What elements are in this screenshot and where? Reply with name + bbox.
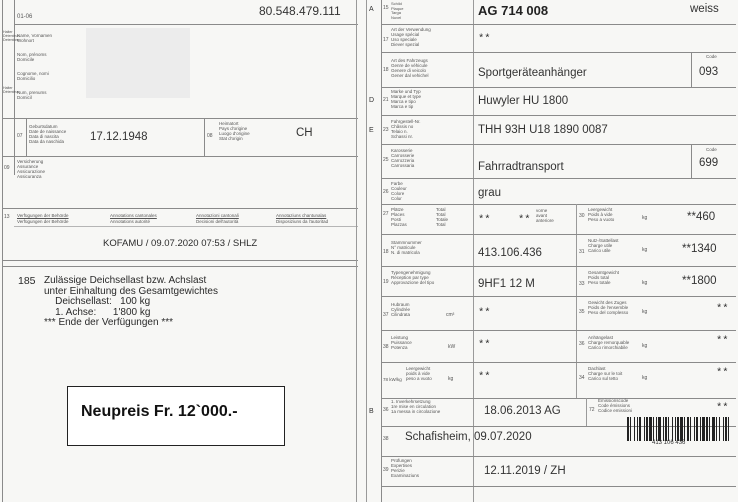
payload-label: Nutz-/Sattellast Charge utile Carico utile [588,238,619,253]
payload-unit: kg [642,247,648,253]
row-17-number: 17 [383,37,389,43]
barcode-bar [719,417,720,441]
barcode-bar [702,417,705,441]
barcode-bar [663,417,664,441]
row-25-number: 25 [383,157,389,163]
barcode-bar [680,417,683,441]
authority-header-it-2: Decisioni dell'autorità [196,219,239,224]
color-top: weiss [690,3,719,15]
authority-header-it: Annotazioni cantonali [196,213,239,218]
towing-label: Anhängelast Charge remorquable Carico rimorchiabile [588,335,630,350]
barcode-bar [656,417,657,441]
empty-weight-unit: kg [642,215,648,221]
annotation-text: Zulässige Deichsellast bzw. Achslast unter Einhaltung des Gesamtgewichtes Deichsellast: 100 kg 1. Achse: 1'800 kg *** Ende der Verfügungen *** [44,275,218,328]
barcode [627,417,730,441]
barcode-bar [677,417,679,441]
total-weight-value: **1800 [682,275,717,287]
row-72-number: 72 [589,407,595,413]
barcode-bar [630,417,631,441]
barcode-bar [644,417,645,441]
kofamu-stamp: KOFAMU / 09.07.2020 07:53 / SHLZ [103,238,258,249]
row-36b-number: 36 [383,407,389,413]
authority-header-fr-2: Annotations autorité [110,219,151,224]
seats-value: ** [478,214,491,226]
authority-header-de-2: Verfügungen der Behörde [17,219,69,224]
row-39-number: 39 [383,467,389,473]
body-code: 699 [699,157,719,169]
vehicle-type-value: Sportgeräteanhänger [478,67,587,79]
name-label-it: Cognome, nomi Domicilio [17,71,49,81]
right-page [366,0,738,502]
authority-header-rm-2: Disposiziuns da l'autoritad [276,219,329,224]
towing-unit: kg [642,343,648,349]
body-code-label: Code [706,147,717,152]
power-unit: kW [448,344,456,350]
row-a-letter: A [369,6,374,13]
seats-total-label: Total Total Totale Total [436,207,449,227]
barcode-bar [637,417,638,441]
row-36-number: 36 [579,341,585,347]
barcode-bar [639,417,641,441]
plate-label: Schild Plaque Targa Nuvel [391,1,404,20]
row-19-number: 19 [383,279,389,285]
row-37-number: 37 [383,312,389,318]
barcode-bar [709,417,710,441]
birth-date-label: Geburtsdatum Date de naissance Data di nascita Data da naschida [29,124,67,144]
power-value: ** [478,339,491,351]
brand-value: Huwyler HU 1800 [478,95,569,107]
barcode-bar [706,417,708,441]
barcode-bar [665,417,667,441]
vehicle-type-code-label: Code [706,54,717,59]
body-value: Fahrradtransport [478,161,564,173]
barcode-bar [687,417,689,441]
barcode-bar [653,417,654,441]
top-code: 01-06 [17,14,33,20]
barcode-bar [723,417,724,441]
brand-label: Marke und Typ Marque et type Marca e tipo Marca e tip [391,89,422,109]
inspection-value: 12.11.2019 / ZH [484,465,566,477]
row-08-number: 08 [207,133,213,139]
row-27-number: 27 [383,211,389,217]
row-30-number: 30 [579,213,585,219]
birth-date-value: 17.12.1948 [90,131,148,143]
holder-side-label: Halter Détenteur Detentore [3,30,19,42]
front-seats-value: ** [518,214,531,226]
row-31-number: 31 [579,249,585,255]
train-weight-label: Gewicht des Zuges Poids de l'ensemble Peso del complesso [588,300,629,315]
row-e-letter: E [369,127,374,134]
power-weight-label: Leergewicht poids à vide peso a vuoto [406,366,432,381]
row-33-number: 33 [579,281,585,287]
power-weight-unit: kg [448,376,454,382]
new-price-box [67,386,285,446]
row-18-number: 18 [383,67,389,73]
row-b-letter: B [369,408,374,415]
approval-value: 413.106.436 [478,247,542,259]
front-seats-label: vorne avant anteriore [536,208,554,223]
type-approval-value: 9HF1 12 M [478,278,535,290]
row-23-number: 23 [383,127,389,133]
barcode-bar [700,417,701,441]
first-registration-value: 18.06.2013 AG [484,405,561,417]
empty-weight-value: **460 [687,211,716,223]
new-price-text: Neupreis Fr. 12`000.- [81,403,238,420]
total-weight-unit: kg [642,280,648,286]
name-label-fr: Nom, prénoms Domicile [17,52,47,62]
seats-label: Plätze Places Posti Plazzas [391,207,407,227]
plate-value: AG 714 008 [478,3,549,18]
displacement-label: Hubraum Cylindrée Cilindrata [391,302,411,317]
barcode-bar [725,417,727,441]
left-page [0,0,362,502]
insurance-label: Versicherung Assurance Assicurazione Assicuranza [17,159,46,179]
authority-header-fr: Annotations cantonales [110,213,157,218]
chassis-label: Fahrgestell-Nr. Châssis no Telaio n. Schassi nr. [391,119,421,139]
row-09-number: 09 [4,165,10,171]
redacted-name-block [86,28,190,98]
barcode-bar [627,417,629,441]
annotation-code-185: 185 [18,275,36,287]
roof-load-unit: kg [642,375,648,381]
authority-header-de: Verfügungen der Behörde [17,213,69,218]
holder-side-label-2: Halter Détenteur [3,86,19,94]
displacement-value: ** [478,307,491,319]
body-label: Karosserie Carrosserie Carrozzeria Carrossaria [391,148,415,168]
barcode-bar [696,417,698,441]
authority-header-rm: Annotaziuns chantunalas [276,213,327,218]
barcode-bar [658,417,661,441]
barcode-bar [649,417,652,441]
row-15-number: 15 [383,5,389,11]
emission-label: Emissionscode Code émissions Codice emissioni [598,398,633,413]
vehicle-type-label: Art des Fahrzeugs Genre de véhicule Genere di veicolo Gener dal vehichel [391,58,429,78]
color-value: grau [478,187,502,199]
row-38-number: 38 [383,344,389,350]
type-approval-label: Typengenehmigung Réception par type Approvazione del tipo [391,270,435,285]
towing-value: ** [716,335,729,347]
row-35-number: 35 [579,309,585,315]
barcode-bar [646,417,648,441]
row-78-number: 78 kW/kg [383,377,402,382]
barcode-bar [634,417,635,441]
origin-label: Heimatort Pays d'origine Luogo d'origine Stat d'origin [219,121,250,141]
roof-load-label: Dachlast Charge sur le toit Carico sul tetto [588,366,623,381]
row-38b-number: 38 [383,436,389,442]
roof-load-value: ** [716,367,729,379]
name-label: Name, Vornamen Wohnort [17,33,53,43]
barcode-number: 413 106 436 [652,440,686,446]
color-label: Farbe Couleur Colore Colur [391,181,407,201]
inspection-label: Prüfungen Expertises Perizie Examinaziuns [391,458,420,478]
total-weight-label: Gesamtgewicht Poids total Peso totale [588,270,620,285]
displacement-unit: cm³ [446,312,455,318]
approval-label: Stammnummer N° matricule N. di matricola [391,240,422,255]
emission-value: ** [716,402,729,414]
row-21-number: 21 [383,97,389,103]
barcode-bar [690,417,691,441]
document-number: 80.548.479.111 [259,4,341,18]
row-07-number: 07 [17,133,23,139]
usage-value: ** [478,33,491,45]
barcode-bar [675,417,676,441]
row-34-number: 34 [579,375,585,381]
row-13-number: 13 [4,214,10,220]
chassis-value: THH 93H U18 1890 0087 [478,124,608,136]
row-26-number: 26 [383,189,389,195]
row-d-letter: D [369,97,375,104]
barcode-bars [627,417,730,441]
power-label: Leistung Puissance Potenza [391,335,412,350]
empty-weight-label: Leergewicht Poids à vide Peso a vuoto [588,207,615,222]
origin-value: CH [296,127,313,139]
barcode-bar [694,417,695,441]
barcode-bar [668,417,669,441]
first-registration-label: 1. Inverkehrsetzung 1re mise en circulation 1a messa in circolazione [391,399,441,414]
payload-value: **1340 [682,243,717,255]
barcode-bar [728,417,729,441]
usage-label: Art der Verwendung Usage spécial Uso speciale Diever spezial [391,27,431,47]
train-weight-value: ** [716,303,729,315]
row-18b-number: 18 [383,249,389,255]
power-weight-value: ** [478,371,491,383]
name-label-rm: Num, prenums Domicil [17,90,47,100]
train-weight-unit: kg [642,309,648,315]
barcode-bar [716,417,717,441]
place-date: Schafisheim, 09.07.2020 [405,431,532,443]
barcode-bar [712,417,715,441]
barcode-bar [684,417,685,441]
barcode-bar [672,417,673,441]
vehicle-type-code: 093 [699,66,719,78]
